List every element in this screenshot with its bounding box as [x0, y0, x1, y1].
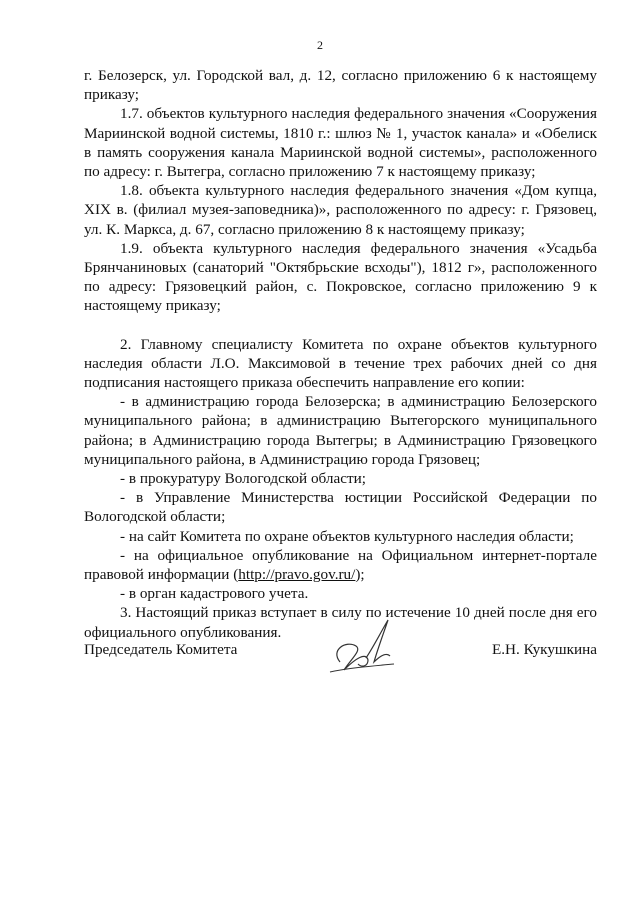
- list-item-justice: - в Управление Министерства юстиции Российской Федерации по Вологодской области;: [84, 489, 597, 526]
- signatory-title: Председатель Комитета: [84, 641, 238, 658]
- publication-text: - на официальное опубликование на Официальном интернет-портале правовой информации (: [84, 546, 597, 584]
- list-item-administrations: - в администрацию города Белозерска; в администрацию Белозерского муниципального района; в администрацию Вытегорского муниципального района; в Администрацию города Вытегры; в Администрацию Грязовецкого муниципального района, в Администрацию города Грязовец;: [84, 393, 597, 468]
- paragraph-continuation: г. Белозерск, ул. Городской вал, д. 12, согласно приложению 6 к настоящему приказу;: [84, 67, 597, 104]
- list-item-cadastral: - в орган кадастрового учета.: [120, 585, 309, 603]
- list-item-prosecutor: - в прокуратуру Вологодской области;: [120, 470, 366, 488]
- paragraph-1-9: 1.9. объекта культурного наследия федерального значения «Усадьба Брянчаниновых (санаторий "Октябрьские всходы"), 1812 г», расположенного по адресу: Грязовецкий район, с. Покровское, согласно приложению 9 к настоящему приказу;: [84, 239, 597, 315]
- handwritten-signature: [322, 612, 402, 678]
- paragraph-gap: [84, 316, 597, 335]
- signatory-name: Е.Н. Кукушкина: [491, 641, 597, 658]
- paragraph-1-7: 1.7. объектов культурного наследия федерального значения «Сооружения Мариинской водной системы, 1810 г.: шлюз № 1, участок канала» и «Обелиск в память сооружения канала Мариинской водной системы», расположенного по адресу: г. Вытегра, согласно приложению 7 к настоящему приказу;: [84, 105, 597, 181]
- pravo-link[interactable]: http://pravo.gov.ru/: [238, 566, 356, 584]
- paragraph-3: 3. Настоящий приказ вступает в силу по истечение 10 дней после дня его официального опубликования.: [84, 604, 597, 641]
- paragraph-2: 2. Главному специалисту Комитета по охране объектов культурного наследия области Л.О. Максимовой в течение трех рабочих дней со дня подписания настоящего приказа обеспечить направление его копии:: [84, 335, 597, 392]
- list-item-publication: [84, 546, 597, 584]
- list-item-website: - на сайт Комитета по охране объектов культурного наследия области;: [120, 527, 574, 545]
- page-number: 2: [317, 38, 323, 52]
- publication-text-end: );: [355, 566, 365, 584]
- document-body: [84, 66, 597, 642]
- paragraph-1-8: 1.8. объекта культурного наследия федерального значения «Дом купца, XIX в. (филиал музея-заповедника)», расположенного по адресу: г. Грязовец, ул. К. Маркса, д. 67, согласно приложению 8 к настоящему приказу;: [84, 182, 597, 238]
